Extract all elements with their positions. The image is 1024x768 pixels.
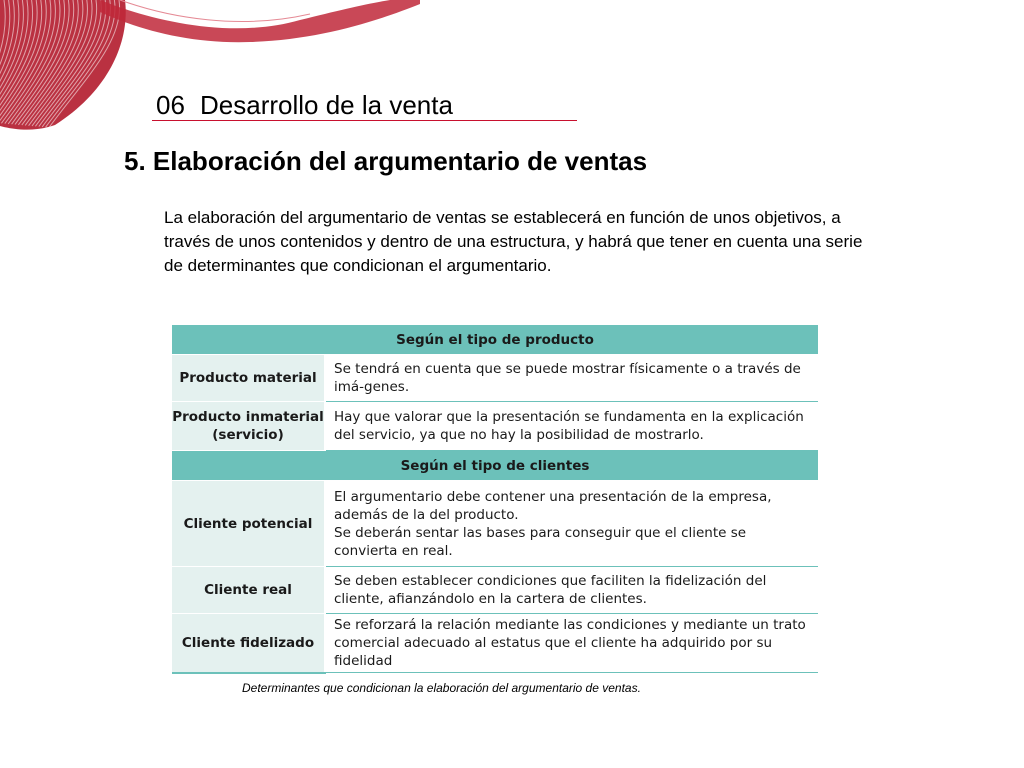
row-label: Cliente fidelizado (172, 614, 325, 673)
table-section-header (172, 451, 818, 481)
table-row (172, 481, 818, 567)
row-description-line: El argumentario debe contener una presentación de la empresa, además de la del producto. (334, 488, 772, 523)
chapter-header (152, 86, 577, 121)
row-label: Producto material (172, 355, 325, 402)
chapter-title: Desarrollo de la venta (200, 90, 453, 120)
intro-paragraph: La elaboración del argumentario de ventas se establecerá en función de unos objetivos, a través de unos contenidos y dentro de una estructura, y habrá que tener en cuenta una serie de determinantes que condicionan el argumentario. (164, 208, 863, 275)
determinants-table (172, 324, 818, 674)
table-row (172, 614, 818, 673)
table-caption: Determinantes que condicionan la elaboración del argumentario de ventas. (242, 681, 641, 695)
section-heading-clients: Según el tipo de clientes (172, 451, 818, 481)
row-description (325, 481, 818, 567)
row-description: Se tendrá en cuenta que se puede mostrar físicamente o a través de imá-genes. (325, 355, 818, 402)
row-description: Hay que valorar que la presentación se fundamenta en la explicación del servicio, ya que no hay la posibilidad de mostrarlo. (325, 402, 818, 451)
row-label: Cliente real (172, 567, 325, 614)
chapter-number: 06 (156, 90, 185, 120)
table-row (172, 567, 818, 614)
row-label: Cliente potencial (172, 481, 325, 567)
row-description: Se deben establecer condiciones que faciliten la fidelización del cliente, afianzándolo en la cartera de clientes. (325, 567, 818, 614)
table-row (172, 402, 818, 451)
section-heading-product: Según el tipo de producto (172, 325, 818, 355)
row-label: Producto inmaterial (servicio) (172, 402, 325, 451)
section-title: 5. Elaboración del argumentario de ventas (124, 146, 648, 176)
table-section-header (172, 325, 818, 355)
row-description: Se reforzará la relación mediante las condiciones y mediante un trato comercial adecuado al estatus que el cliente ha adquirido por su fidelidad (325, 614, 818, 673)
table-row (172, 355, 818, 402)
row-description-line: Se deberán sentar las bases para conseguir que el cliente se convierta en real. (334, 524, 747, 559)
